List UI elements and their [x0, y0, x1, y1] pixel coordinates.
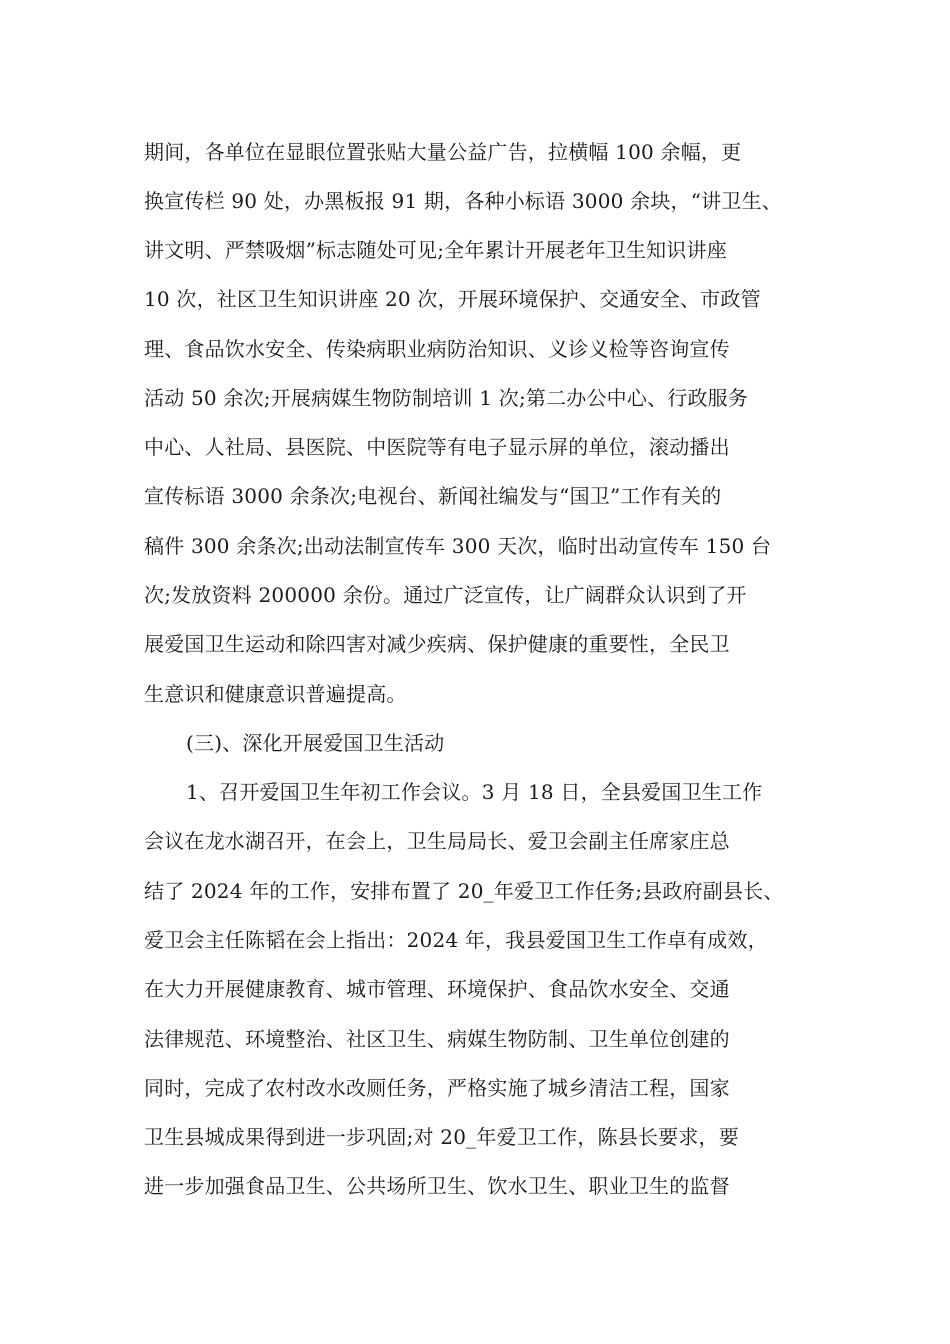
text-line: 换宣传栏 90 处，办黑板报 91 期，各种小标语 3000 余块，“讲卫生、: [144, 189, 782, 213]
text-line: 法律规范、环境整治、社区卫生、病媒生物防制、卫生单位创建的: [144, 1027, 730, 1051]
text-line: 会议在龙水湖召开，在会上，卫生局局长、爱卫会副主任席家庄总: [144, 829, 730, 853]
text-line: 讲文明、严禁吸烟”标志随处可见;全年累计开展老年卫生知识讲座: [144, 238, 727, 262]
text-line: 宣传标语 3000 余条次;电视台、新闻社编发与“国卫”工作有关的: [144, 484, 722, 508]
text-line: 同时，完成了农村改水改厕任务，严格实施了城乡清洁工程，国家: [144, 1076, 730, 1100]
text-line: 1、召开爱国卫生年初工作会议。3 月 18 日，全县爱国卫生工作: [186, 780, 763, 804]
text-line: 活动 50 余次;开展病媒生物防制培训 1 次;第二办公中心、行政服务: [144, 386, 749, 410]
text-line: 稿件 300 余条次;出动法制宣传车 300 天次，临时出动宣传车 150 台: [144, 534, 772, 558]
text-line: 生意识和健康意识普遍提高。: [144, 682, 407, 706]
text-line: 进一步加强食品卫生、公共场所卫生、饮水卫生、职业卫生的监督: [144, 1174, 730, 1198]
text-line: 结了 2024 年的工作，安排布置了 20_年爱卫工作任务;县政府副县长、: [144, 879, 784, 903]
text-line: 爱卫会主任陈韬在会上指出：2024 年，我县爱国卫生工作卓有成效，: [144, 928, 768, 952]
text-line: 在大力开展健康教育、城市管理、环境保护、食品饮水安全、交通: [144, 977, 730, 1001]
text-line: 理、食品饮水安全、传染病职业病防治知识、义诊义检等咨询宣传: [144, 337, 730, 361]
text-line: 卫生县城成果得到进一步巩固;对 20_年爱卫工作，陈县长要求，要: [144, 1125, 739, 1149]
text-line: 中心、人社局、县医院、中医院等有电子显示屏的单位，滚动播出: [144, 435, 730, 459]
text-line: 期间，各单位在显眼位置张贴大量公益广告，拉横幅 100 余幅，更: [144, 140, 742, 164]
text-line: 10 次，社区卫生知识讲座 20 次，开展环境保护、交通安全、市政管: [144, 287, 761, 311]
text-line: 展爱国卫生运动和除四害对减少疾病、保护健康的重要性，全民卫: [144, 632, 730, 656]
text-line: 次;发放资料 200000 余份。通过广泛宣传，让广阔群众认识到了开: [144, 583, 747, 607]
section-heading: (三)、深化开展爱国卫生活动: [186, 731, 445, 755]
